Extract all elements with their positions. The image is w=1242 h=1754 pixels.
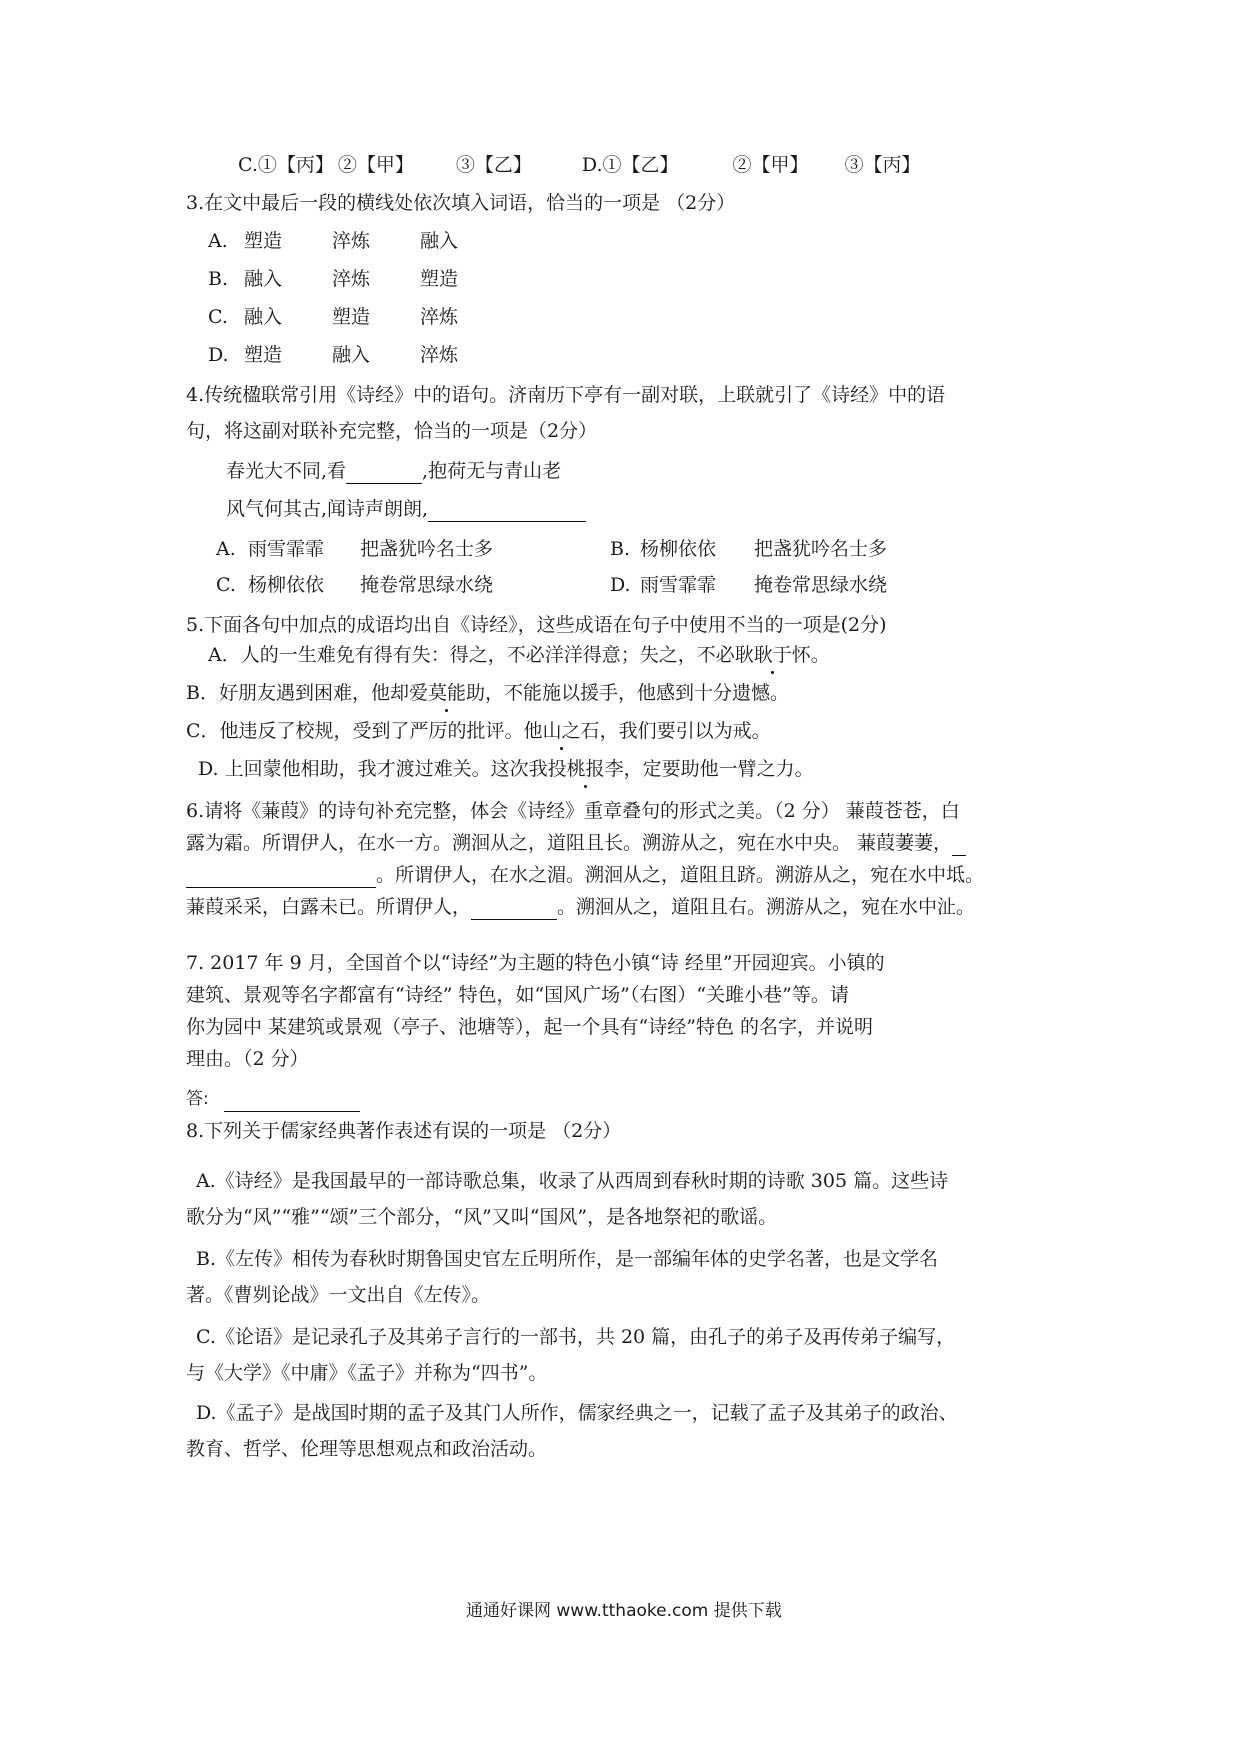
q3-option-a: A. 塑造 淬炼 融入 [208,230,459,252]
q8-option-c-line-2: 与《大学》《中庸》《孟子》并称为“四书”。 [186,1362,548,1384]
q7-line-2: 建筑、景观等名字都富有“诗经” 特色，如“国风广场”（右图）“关雎小巷”等。请 [186,984,849,1006]
q6-line-3: 。所谓伊人，在水之湄。溯洄从之，道阻且跻。溯游从之，宛在水中坻。 [186,862,984,888]
q5-option-c: C．他违反了校规，受到了严厉的批评。他山之石，我们要引以为戒。 [186,720,771,742]
q4-couplet-lower: 风气何其古,闻诗声朗朗, [226,496,586,522]
q2-c2: ②【甲】 [337,154,414,176]
q4-blank-1 [346,463,422,484]
q2-c1: ①【丙】 [257,154,334,176]
q8-option-b-line-1: B.《左传》相传为春秋时期鲁国史官左丘明所作，是一部编年体的史学名著，也是文学名 [196,1248,939,1270]
page-footer: 通通好课网 www.tthaoke.com 提供下载 [466,1601,782,1621]
q8-stem: 8.下列关于儒家经典著作表述有误的一项是 （2分） [186,1120,622,1142]
q2-option-d-label: D. [581,154,603,176]
q3-option-c: C. 融入 塑造 淬炼 [208,306,459,328]
q2-option-c-label: C. [238,154,258,176]
q8-option-a-line-1: A.《诗经》是我国最早的一部诗歌总集，收录了从西周到春秋时期的诗歌 305 篇。这些诗 [196,1170,949,1192]
q6-blank-1 [186,867,376,888]
q5-dotted-idiom-d: 投桃报李 [547,758,624,780]
q2-options-cd [238,152,921,178]
q5-stem: 5.下面各句中加点的成语均出自《诗经》，这些成语在句子中使用不当的一项是(2分) [186,614,887,636]
q2-c3: ③【乙】 [455,154,532,176]
q8-option-b-line-2: 著。《曹刿论战》一文出自《左传》。 [186,1284,491,1306]
q4-couplet-upper: 春光大不同,看 ,抱荷无与青山老 [226,460,562,482]
q5-dotted-idiom-b: 爱莫能助 [408,682,485,704]
q5-option-a: A．人的一生难免有得有失：得之，不必洋洋得意；失之，不必耿耿于怀。 [208,644,830,666]
q7-line-3: 你为园中 某建筑或景观（亭子、池塘等），起一个具有“诗经”特色 的名字，并说明 [186,1016,874,1038]
q2-d1: ①【乙】 [602,154,679,176]
q7-line-1: 7. 2017 年 9 月，全国首个以“诗经”为主题的特色小镇“诗 经里”开园迎宾。小镇的 [186,952,885,974]
q2-d2: ②【甲】 [732,154,809,176]
q4-stem-line-1: 4.传统楹联常引用《诗经》中的语句。济南历下亭有一副对联，上联就引了《诗经》中的语 [186,384,946,406]
q3-option-d: D. 塑造 融入 淬炼 [208,344,459,366]
q4-blank-2 [428,501,586,522]
q4-options-cd: C. 杨柳依依 掩卷常思绿水绕 D. 雨雪霏霏 掩卷常思绿水绕 [216,574,888,596]
q6-line-2: 露为霜。所谓伊人，在水一方。溯洄从之，道阻且长。溯游从之，宛在水中央。 蒹葭萋萋， [186,830,966,856]
q8-option-d-line-1: D.《孟子》是战国时期的孟子及其门人所作，儒家经典之一，记载了孟子及其弟子的政治、 [196,1402,958,1424]
q4-stem-line-2: 句，将这副对联补充完整，恰当的一项是（2分） [186,420,598,442]
q7-answer-blank[interactable] [224,1091,360,1112]
q5-option-d: D. 上回蒙他相助，我才渡过难关。这次我投桃报李，定要助他一臂之力。 [198,758,814,780]
q6-line-4: 蒹葭采采，白露未已。所谓伊人， 。溯洄从之，道阻且右。溯游从之，宛在水中沚。 [186,896,976,918]
q6-line-1: 6.请将《蒹葭》的诗句补充完整，体会《诗经》重章叠句的形式之美。（2 分） 蒹葭苍苍，白 [186,800,960,822]
q3-stem: 3.在文中最后一段的横线处依次填入词语，恰当的一项是 （2分） [186,192,736,214]
q5-dotted-idiom-a: 耿耿于怀 [734,644,811,666]
q6-blank-1-start [952,835,966,856]
q8-option-a-line-2: 歌分为“风”“雅”“颂”三个部分，“风”又叫“国风”，是各地祭祀的歌谣。 [186,1206,778,1228]
q5-option-b: B．好朋友遇到困难，他却爱莫能助，不能施以援手，他感到十分遗憾。 [186,682,789,704]
q7-line-4: 理由。（2 分） [186,1048,309,1070]
q7-answer: 答: [186,1086,360,1112]
q2-d3: ③【丙】 [844,154,921,176]
q4-options-ab: A. 雨雪霏霏 把盏犹吟名士多 B. 杨柳依依 把盏犹吟名士多 [216,538,888,560]
q8-option-d-line-2: 教育、哲学、伦理等思想观点和政治活动。 [186,1438,548,1460]
q3-option-b: B. 融入 淬炼 塑造 [208,268,459,290]
q8-option-c-line-1: C.《论语》是记录孔子及其弟子言行的一部书，共 20 篇，由孔子的弟子及再传弟子编写， [196,1326,956,1348]
q5-dotted-idiom-c: 他山之石 [523,720,600,742]
q6-blank-2 [471,899,557,920]
